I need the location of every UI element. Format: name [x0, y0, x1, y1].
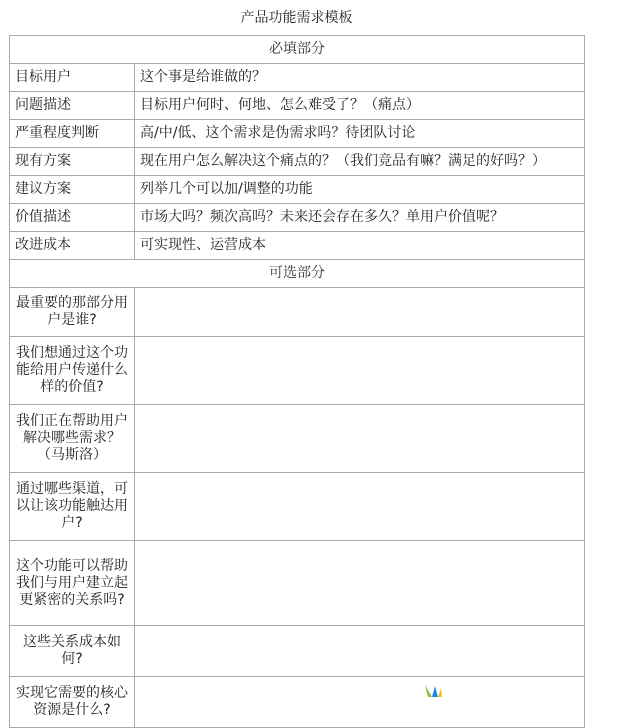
optional-row [10, 677, 585, 728]
optional-row [10, 337, 585, 405]
optional-section-header-row [10, 260, 585, 288]
optional-row-label: 我们正在帮助用户解决哪些需求？（马斯洛） [10, 405, 135, 473]
required-row [10, 176, 585, 204]
optional-row [10, 626, 585, 677]
required-row-label: 目标用户 [10, 64, 135, 92]
required-row-value: 列举几个可以加/调整的功能 [135, 176, 585, 204]
app-logo-icon [423, 683, 443, 697]
optional-row-label: 最重要的那部分用户是谁? [10, 288, 135, 337]
required-row-label: 问题描述 [10, 92, 135, 120]
requirements-table [9, 35, 585, 728]
required-row-label: 价值描述 [10, 204, 135, 232]
optional-row [10, 541, 585, 626]
required-row-value: 市场大吗？频次高吗？未来还会存在多久？单用户价值呢？ [135, 204, 585, 232]
required-row-value: 高/中/低、这个需求是伪需求吗？待团队讨论 [135, 120, 585, 148]
optional-row-value[interactable] [135, 337, 585, 405]
optional-row [10, 473, 585, 541]
required-row-label: 现有方案 [10, 148, 135, 176]
optional-row-value[interactable] [135, 473, 585, 541]
required-row-value: 目标用户何时、何地、怎么难受了？（痛点） [135, 92, 585, 120]
optional-row-label: 这个功能可以帮助我们与用户建立起更紧密的关系吗? [10, 541, 135, 626]
required-section-header-row [10, 36, 585, 64]
required-row-label: 建议方案 [10, 176, 135, 204]
optional-row-label: 实现它需要的核心资源是什么? [10, 677, 135, 728]
optional-row-label: 通过哪些渠道，可以让该功能触达用户? [10, 473, 135, 541]
optional-row [10, 405, 585, 473]
optional-row-value[interactable] [135, 541, 585, 626]
optional-row-label: 这些关系成本如何? [10, 626, 135, 677]
optional-row-value[interactable] [135, 288, 585, 337]
optional-row [10, 288, 585, 337]
optional-row-value[interactable] [135, 626, 585, 677]
required-row [10, 64, 585, 92]
required-row [10, 204, 585, 232]
required-row-value: 现在用户怎么解决这个痛点的？（我们竞品有嘛？满足的好吗？） [135, 148, 585, 176]
document-title: 产品功能需求模板 [240, 10, 353, 26]
required-row-value: 这个事是给谁做的？ [135, 64, 585, 92]
optional-section-header: 可选部分 [10, 260, 585, 288]
required-section-header: 必填部分 [10, 36, 585, 64]
required-row [10, 232, 585, 260]
required-row [10, 92, 585, 120]
required-row [10, 148, 585, 176]
required-row-value: 可实现性、运营成本 [135, 232, 585, 260]
required-row-label: 严重程度判断 [10, 120, 135, 148]
optional-row-value[interactable] [135, 405, 585, 473]
optional-row-label: 我们想通过这个功能给用户传递什么样的价值? [10, 337, 135, 405]
optional-row-value[interactable] [135, 677, 585, 728]
required-row [10, 120, 585, 148]
required-row-label: 改进成本 [10, 232, 135, 260]
